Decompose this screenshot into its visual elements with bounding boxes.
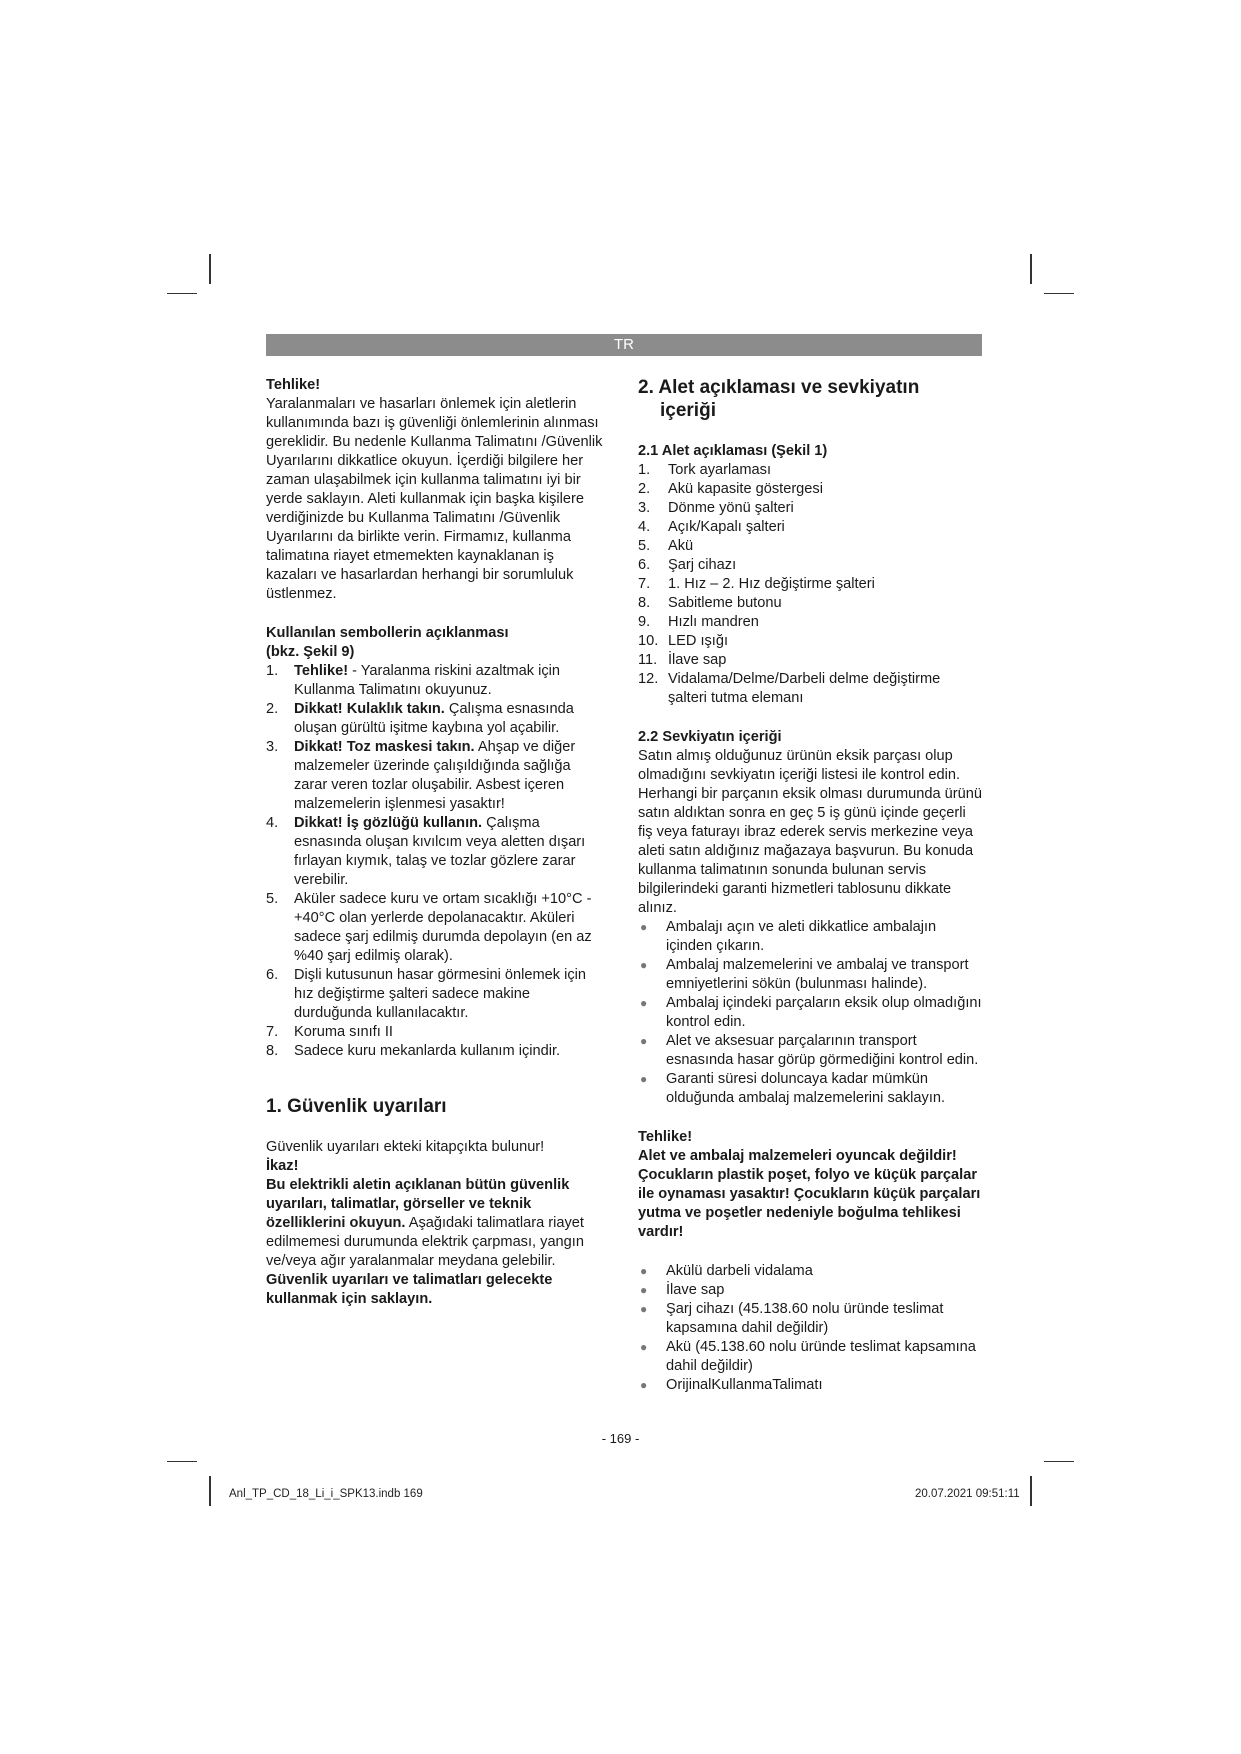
- list-item: [266, 890, 606, 966]
- crop-mark-bottom-right-horizontal: [1044, 1461, 1074, 1462]
- list-item-number: 12.: [638, 671, 659, 687]
- list-item-bold-text: Dikkat! İş gözlüğü kullanın.: [294, 815, 483, 831]
- crop-mark-bottom-right-vertical: [1030, 1476, 1032, 1506]
- list-item-text: Dişli kutusunun hasar görmesini önlemek için hız değiştirme şalteri sadece makine durduğunda kullanılacaktır.: [294, 967, 587, 1021]
- crop-mark-top-right-vertical: [1030, 254, 1032, 284]
- bullet-text: Ambalaj içindeki parçaların eksik olup olmadığını kontrol edin.: [666, 995, 982, 1030]
- delivery-contents-list: [638, 1262, 983, 1395]
- list-item-number: 1.: [266, 663, 279, 679]
- list-item-text: Çalışma esnasında oluşan kıvılcım veya aletten dışarı fırlayan kıymık, talaş ve tozlar gözlere zarar verebilir.: [294, 815, 586, 888]
- list-item: [638, 499, 983, 518]
- bullet-text: Ambalajı açın ve aleti dikkatlice ambalajın içinden çıkarın.: [666, 919, 937, 954]
- bullet-dot-icon: ●: [640, 920, 648, 934]
- list-item-bold-text: Dikkat! Kulaklık takın.: [294, 701, 445, 717]
- list-item: [638, 670, 983, 708]
- bullet-item: [638, 1338, 983, 1376]
- bullet-item: [638, 994, 983, 1032]
- footer-file-name: Anl_TP_CD_18_Li_i_SPK13.indb 169: [229, 1488, 423, 1500]
- list-item-text: 1. Hız – 2. Hız değiştirme şalteri: [668, 576, 875, 592]
- keep-instructions: Güvenlik uyarıları ve talimatları gelecekte kullanmak için saklayın.: [266, 1272, 553, 1307]
- bullet-text: İlave sap: [666, 1282, 725, 1298]
- bullet-dot-icon: ●: [640, 1283, 648, 1297]
- list-item-number: 11.: [638, 652, 658, 668]
- list-item-text: Açık/Kapalı şalteri: [668, 519, 785, 535]
- symbols-list: [266, 662, 606, 1061]
- list-item: [266, 1023, 606, 1042]
- scope-of-delivery-text: Satın almış olduğunuz ürünün eksik parçası olup olmadığını sevkiyatın içeriği listesi ile kontrol edin. Herhangi bir parçanın eksik olması durumunda ürünü satın aldıktan sonra en geç 5 iş günü içinde geçerli fiş veya faturayı ibraz ederek servis merkezine veya aleti satın aldığınız mağazaya başvurun. Bu konuda kullanma talimatının sonunda bulunan servis bilgilerindeki garanti hizmetleri tablosunu dikkate alınız.: [638, 748, 982, 916]
- list-item-number: 3.: [638, 500, 651, 516]
- safety-heading: 1. Güvenlik uyarıları: [266, 1096, 447, 1117]
- list-item: [638, 613, 983, 632]
- bullet-item: [638, 918, 983, 956]
- list-item-number: 6.: [638, 557, 651, 573]
- bullet-item: [638, 1032, 983, 1070]
- bullet-item: [638, 1300, 983, 1338]
- list-item: [266, 814, 606, 890]
- list-item-bold-text: Dikkat! Toz maskesi takın.: [294, 739, 475, 755]
- bullet-dot-icon: ●: [640, 996, 648, 1010]
- symbols-title-line2: (bkz. Şekil 9): [266, 644, 355, 660]
- list-item: [266, 738, 606, 814]
- symbols-title-line1: Kullanılan sembollerin açıklanması: [266, 625, 509, 641]
- description-heading-line1: 2. Alet açıklaması ve sevkiyatın: [638, 377, 920, 398]
- list-item-number: 4.: [638, 519, 651, 535]
- bullet-item: [638, 1070, 983, 1108]
- scope-of-delivery-title: 2.2 Sevkiyatın içeriği: [638, 729, 782, 745]
- list-item-number: 5.: [266, 891, 279, 907]
- right-danger-title: Tehlike!: [638, 1129, 693, 1145]
- crop-mark-top-right-horizontal: [1044, 293, 1074, 294]
- bullet-dot-icon: ●: [640, 1378, 648, 1392]
- warning-plain-text: Aşağıdaki talimatlara riayet edilmemesi durumunda elektrik çarpması, yangın ve/veya ağır yaralanmalar meydana gelebilir.: [266, 1215, 584, 1269]
- safety-intro: Güvenlik uyarıları ekteki kitapçıkta bulunur!: [266, 1139, 545, 1155]
- bullet-dot-icon: ●: [640, 1302, 648, 1316]
- crop-mark-top-left-vertical: [209, 254, 211, 284]
- left-column: [266, 376, 606, 1309]
- bullet-dot-icon: ●: [640, 1072, 648, 1086]
- list-item-text: - Yaralanma riskini azaltmak için Kullanma Talimatını okuyunuz.: [294, 663, 561, 698]
- list-item-text: Dönme yönü şalteri: [668, 500, 794, 516]
- crop-mark-bottom-left-horizontal: [167, 1461, 197, 1462]
- language-header-bar: [266, 334, 982, 356]
- bullet-text: Akü (45.138.60 nolu üründe teslimat kapsamına dahil değildir): [666, 1339, 976, 1374]
- bullet-dot-icon: ●: [640, 1034, 648, 1048]
- crop-mark-bottom-left-vertical: [209, 1476, 211, 1506]
- bullet-text: Garanti süresi doluncaya kadar mümkün olduğunda ambalaj malzemelerini saklayın.: [666, 1071, 946, 1106]
- list-item: [638, 480, 983, 499]
- list-item: [266, 966, 606, 1023]
- warning-paragraph: [266, 1176, 606, 1271]
- list-item-number: 9.: [638, 614, 651, 630]
- list-item: [266, 1042, 606, 1061]
- list-item: [638, 632, 983, 651]
- bullet-item: [638, 1262, 983, 1281]
- list-item-number: 7.: [638, 576, 651, 592]
- list-item-text: Çalışma esnasında oluşan gürültü işitme kaybına yol açabilir.: [294, 701, 574, 736]
- parts-list: [638, 461, 983, 708]
- bullet-text: Ambalaj malzemelerini ve ambalaj ve transport emniyetlerini sökün (bulunması halinde).: [666, 957, 969, 992]
- bullet-text: Şarj cihazı (45.138.60 nolu üründe teslimat kapsamına dahil değildir): [666, 1301, 944, 1336]
- bullet-text: Alet ve aksesuar parçalarının transport esnasında hasar görüp görmediğini kontrol edin.: [666, 1033, 979, 1068]
- list-item-number: 1.: [638, 462, 651, 478]
- list-item-text: Vidalama/Delme/Darbeli delme değiştirme şalteri tutma elemanı: [668, 671, 941, 706]
- page-number: - 169 -: [601, 1431, 640, 1446]
- list-item: [638, 537, 983, 556]
- bullet-dot-icon: ●: [640, 1340, 648, 1354]
- list-item-number: 4.: [266, 815, 279, 831]
- bullet-item: [638, 956, 983, 994]
- list-item-text: Tork ayarlaması: [668, 462, 771, 478]
- list-item-bold-text: Tehlike!: [294, 663, 349, 679]
- warning-title: İkaz!: [266, 1158, 299, 1174]
- unpacking-bullet-list: [638, 918, 983, 1108]
- list-item: [638, 594, 983, 613]
- list-item-text: Koruma sınıfı II: [294, 1024, 393, 1040]
- bullet-dot-icon: ●: [640, 1264, 648, 1278]
- bullet-dot-icon: ●: [640, 958, 648, 972]
- list-item-text: Akü kapasite göstergesi: [668, 481, 823, 497]
- danger-title: Tehlike!: [266, 377, 321, 393]
- warning-bold-text: Bu elektrikli aletin açıklanan bütün güvenlik uyarıları, talimatlar, görseller ve teknik özelliklerini okuyun.: [266, 1177, 570, 1231]
- language-label: TR: [614, 336, 634, 353]
- list-item: [638, 556, 983, 575]
- list-item-number: 2.: [638, 481, 651, 497]
- right-column: [638, 376, 983, 1395]
- list-item: [638, 461, 983, 480]
- list-item: [266, 662, 606, 700]
- list-item-text: Aküler sadece kuru ve ortam sıcaklığı +10°C - +40°C olan yerlerde depolanacaktır. Aküleri sadece şarj edilmiş durumda depolayın (en az %40 şarj edilmiş olarak).: [294, 891, 592, 964]
- list-item-number: 7.: [266, 1024, 279, 1040]
- bullet-text: OrijinalKullanmaTalimatı: [666, 1377, 823, 1393]
- list-item-text: Şarj cihazı: [668, 557, 737, 573]
- list-item-number: 8.: [266, 1043, 279, 1059]
- bullet-text: Akülü darbeli vidalama: [666, 1263, 813, 1279]
- description-heading-line2: içeriği: [660, 400, 716, 421]
- list-item-number: 6.: [266, 967, 279, 983]
- list-item-text: Sabitleme butonu: [668, 595, 782, 611]
- list-item-number: 3.: [266, 739, 279, 755]
- list-item: [638, 651, 983, 670]
- list-item-text: Sadece kuru mekanlarda kullanım içindir.: [294, 1043, 561, 1059]
- list-item-text: Ahşap ve diğer malzemeler üzerinde çalışıldığında sağlığa zarar veren tozlar oluşabilir. Asbest içeren malzemelerin işlenmesi yasaktır!: [294, 739, 576, 812]
- list-item-number: 10.: [638, 633, 659, 649]
- list-item-number: 8.: [638, 595, 651, 611]
- right-danger-text: Alet ve ambalaj malzemeleri oyuncak değildir! Çocukların plastik poşet, folyo ve küçük parçalar ile oynaması yasaktır! Çocukların küçük parçaları yutma ve poşetler nedeniyle boğulma tehlikesi vardır!: [638, 1148, 981, 1240]
- bullet-item: [638, 1376, 983, 1395]
- list-item-text: Akü: [668, 538, 694, 554]
- list-item-text: İlave sap: [668, 652, 727, 668]
- crop-mark-top-left-horizontal: [167, 293, 197, 294]
- list-item-number: 5.: [638, 538, 651, 554]
- list-item: [638, 518, 983, 537]
- list-item-text: LED ışığı: [668, 633, 729, 649]
- device-description-title: 2.1 Alet açıklaması (Şekil 1): [638, 443, 828, 459]
- footer-date-time: 20.07.2021 09:51:11: [915, 1488, 1020, 1500]
- list-item-text: Hızlı mandren: [668, 614, 759, 630]
- list-item-number: 2.: [266, 701, 279, 717]
- list-item: [638, 575, 983, 594]
- danger-text: Yaralanmaları ve hasarları önlemek için aletlerin kullanımında bazı iş güvenliği önlemlerinin alınması gereklidir. Bu nedenle Kullanma Talimatını /Güvenlik Uyarılarını dikkatlice okuyun. İçerdiği bilgilere her zaman ulaşabilmek için kullanma talimatını iyi bir yerde saklayın. Aleti kullanmak için başka kişilere verdiğinizde bu Kullanma Talimatını /Güvenlik Uyarılarını da birlikte verin. Firmamız, kullanma talimatına riayet etmemekten kaynaklanan iş kazaları ve hasarlardan herhangi bir sorumluluk üstlenmez.: [266, 396, 603, 602]
- list-item: [266, 700, 606, 738]
- bullet-item: [638, 1281, 983, 1300]
